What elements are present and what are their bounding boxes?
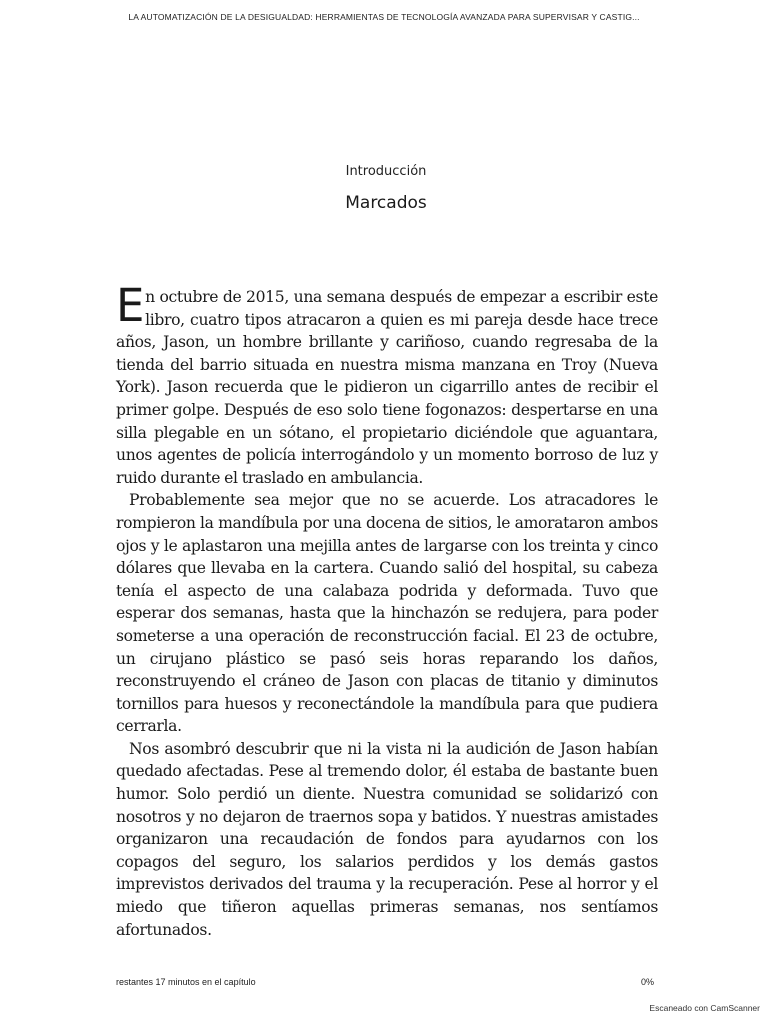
chapter-time-remaining: restantes 17 minutos en el capítulo [116,977,256,987]
running-header: LA AUTOMATIZACIÓN DE LA DESIGUALDAD: HERRAMIENTAS DE TECNOLOGÍA AVANZADA PARA SUPERVISAR Y CASTIG... [128,12,640,22]
paragraph-3: Nos asombró descubrir que ni la vista ni la audición de Jason habían quedado afectadas. Pese al tremendo dolor, él estaba de bastante buen humor. Solo perdió un diente. Nuestra comunidad se solidarizó con nosotros y no dejaron de traernos sopa y batidos. Y nuestras amistades organizaron una recaudación de fondos para ayudarnos con los copagos del seguro, los salarios perdidos y los demás gastos imprevistos derivados del trauma y la recuperación. Pese al horror y el miedo que tiñeron aquellas primeras semanas, nos sentíamos afortunados. [116,739,658,939]
scanner-watermark: Escaneado con CamScanner [649,1003,760,1013]
paragraph-1 [116,279,658,489]
chapter-body [116,279,658,941]
drop-cap: E [116,279,145,332]
paragraph-1-text: n octubre de 2015, una semana después de empezar a escribir este libro, cuatro tipos atracaron a quien es mi pareja desde hace trece años, Jason, un hombre brillante y cariñoso, cuando regresaba de la tienda del barrio situada en nuestra misma manzana en Troy (Nueva York). Jason recuerda que le pidieron un cigarrillo antes de recibir el primer golpe. Después de eso solo tiene fogonazos: despertarse en una silla plegable en un sótano, el propietario diciéndole que aguantara, unos agentes de policía interrogándolo y un momento borroso de luz y ruido durante el traslado en ambulancia. [116,288,658,487]
chapter-title: Marcados [345,193,427,213]
reading-progress-percent: 0% [641,977,655,987]
chapter-label: Introducción [345,164,427,179]
paragraph-2: Probablemente sea mejor que no se acuerde. Los atracadores le rompieron la mandíbula por una docena de sitios, le amorataron ambos ojos y le aplastaron una mejilla antes de largarse con los treinta y cinco dólares que llevaba en la cartera. Cuando salió del hospital, su cabeza tenía el aspecto de una calabaza podrida y deformada. Tuvo que esperar dos semanas, hasta que la hinchazón se redujera, para poder someterse a una operación de reconstrucción facial. El 23 de octubre, un cirujano plástico se pasó seis horas reparando los daños, reconstruyendo el cráneo de Jason con placas de titanio y diminutos tornillos para huesos y reconectándole la mandíbula para que pudiera cerrarla. [116,491,658,736]
